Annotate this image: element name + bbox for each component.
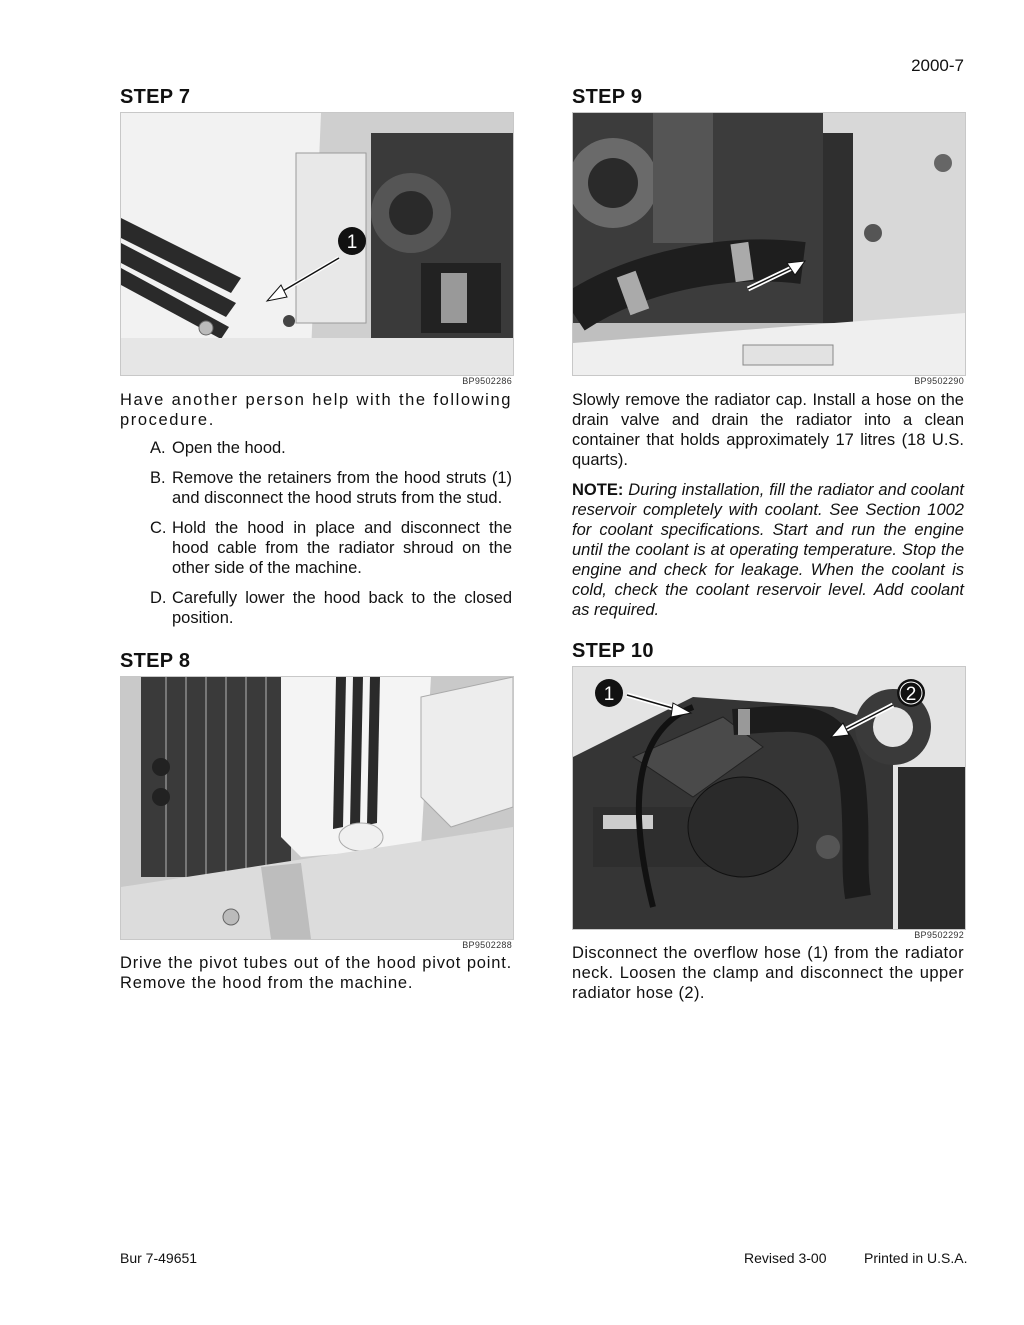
step-9-photo	[572, 112, 966, 376]
step-9-text: Slowly remove the radiator cap. Install a hose on the drain valve and drain the radiator into a clean container that holds approximately 17 litres (18 U.S. quarts).	[572, 391, 964, 469]
list-item-text: Carefully lower the hood back to the closed position.	[172, 589, 512, 627]
note-label: NOTE:	[572, 481, 624, 499]
step-10-callout-2: 2	[905, 684, 917, 705]
list-item-text: Hold the hood in place and disconnect the hood cable from the radiator shroud on the other side of the machine.	[172, 519, 512, 577]
step-10-photo	[572, 666, 966, 930]
step-8-text: Drive the pivot tubes out of the hood pivot point. Remove the hood from the machine.	[120, 954, 512, 992]
list-item-letter: A.	[150, 439, 166, 457]
step-9-note	[572, 480, 964, 620]
step-8-heading: STEP 8	[120, 650, 191, 672]
footer-printed: Printed in U.S.A.	[864, 1250, 968, 1266]
step-7-heading: STEP 7	[120, 86, 191, 108]
list-item	[150, 438, 512, 458]
step-10-callout-1: 1	[603, 684, 615, 705]
list-item	[150, 588, 512, 628]
note-text: During installation, fill the radiator and coolant reservoir completely with coolant. See Section 1002 for coolant specifications. Start and run the engine until the coolant is at operating temperature. Stop the engine and check for leakage. When the coolant is cold, check the coolant reservoir level. Add coolant as required.	[572, 481, 964, 619]
step-7-callout-1: 1	[346, 232, 358, 253]
footer-doc-number: Bur 7-49651	[120, 1250, 198, 1266]
list-item-letter: B.	[150, 469, 166, 487]
step-8-figure-code: BP9502288	[462, 940, 512, 950]
step-7-intro: Have another person help with the following procedure.	[120, 391, 512, 429]
list-item	[150, 468, 512, 508]
list-item-text: Open the hood.	[172, 439, 286, 457]
step-7-figure-code: BP9502286	[462, 376, 512, 386]
step-10-text: Disconnect the overflow hose (1) from the radiator neck. Loosen the clamp and disconnect the upper radiator hose (2).	[572, 944, 964, 1002]
step-10-heading: STEP 10	[572, 640, 654, 662]
step-10-figure-code: BP9502292	[914, 930, 964, 940]
step-9-heading: STEP 9	[572, 86, 643, 108]
list-item	[150, 518, 512, 578]
footer-revised: Revised 3-00	[744, 1250, 827, 1266]
step-7-list	[150, 438, 512, 638]
step-7-photo	[120, 112, 514, 376]
step-9-figure-code: BP9502290	[914, 376, 964, 386]
list-item-letter: C.	[150, 519, 167, 537]
step-8-photo	[120, 676, 514, 940]
list-item-letter: D.	[150, 589, 167, 607]
page-number: 2000-7	[911, 56, 964, 75]
list-item-text: Remove the retainers from the hood struts (1) and disconnect the hood struts from the stud.	[172, 469, 512, 507]
